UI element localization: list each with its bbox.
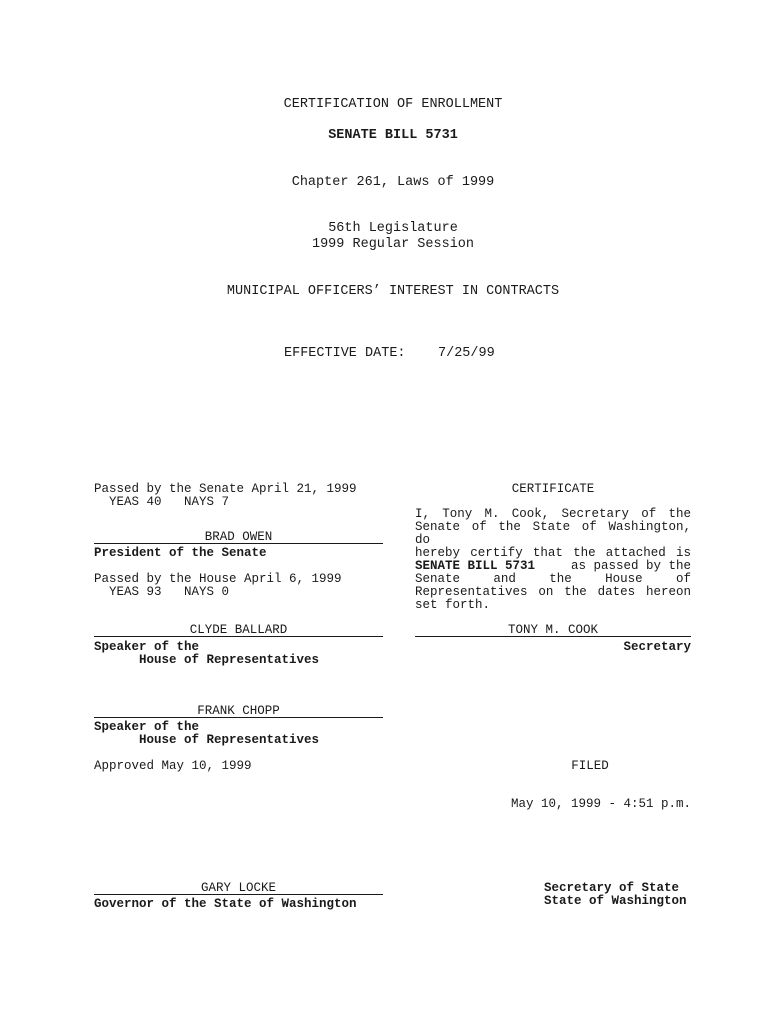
effective-date-label: EFFECTIVE DATE: (284, 346, 406, 361)
house-speaker2-name: FRANK CHOPP (197, 704, 280, 718)
state-of-washington: State of Washington (544, 894, 687, 908)
certificate-line: Senate and the House of (415, 572, 691, 586)
senate-passed: Passed by the Senate April 21, 1999 (94, 482, 357, 496)
house-passed: Passed by the House April 6, 1999 (94, 572, 342, 586)
house-speaker1-title-2: House of Representatives (139, 653, 320, 667)
senate-signature-line (94, 543, 383, 544)
secretary-name: TONY M. COOK (507, 623, 598, 637)
certificate-text (415, 508, 691, 612)
certificate-line: hereby certify that the attached is (415, 546, 691, 560)
chapter-law: Chapter 261, Laws of 1999 (291, 175, 495, 190)
secretary-of-state: Secretary of State (544, 881, 680, 895)
house-speaker1-name: CLYDE BALLARD (189, 623, 288, 637)
bill-number: SENATE BILL 5731 (328, 128, 458, 143)
senate-signer-title: President of the Senate (94, 546, 267, 560)
certificate-heading: CERTIFICATE (511, 482, 595, 496)
certification-title: CERTIFICATION OF ENROLLMENT (283, 97, 503, 112)
filed-date: May 10, 1999 - 4:51 p.m. (510, 797, 691, 811)
legislature: 56th Legislature (328, 221, 458, 236)
secretary-title: Secretary (623, 640, 691, 654)
approval-date: Approved May 10, 1999 (94, 759, 252, 773)
certificate-line: I, Tony M. Cook, Secretary of the (415, 507, 691, 521)
governor-signature-line (94, 894, 383, 895)
certificate-line: Representatives on the dates hereon (415, 585, 691, 599)
certificate-line: Senate of the State of Washington, do (415, 520, 691, 547)
house-speaker1-signature-line (94, 636, 383, 637)
certificate-line: set forth. (415, 598, 491, 612)
house-nays: NAYS 0 (184, 585, 230, 599)
senate-signer-name: BRAD OWEN (204, 530, 273, 544)
bill-subject: MUNICIPAL OFFICERS’ INTEREST IN CONTRACTS (226, 284, 560, 299)
house-speaker2-title-1: Speaker of the (94, 720, 200, 734)
house-speaker2-title-2: House of Representatives (139, 733, 320, 747)
certificate-line-rest: as passed by the (570, 559, 691, 573)
house-speaker1-title-1: Speaker of the (94, 640, 200, 654)
house-yeas: YEAS 93 (109, 585, 162, 599)
certificate-bill-number: SENATE BILL 5731 (415, 559, 536, 573)
effective-date: 7/25/99 (438, 346, 495, 361)
session: 1999 Regular Session (311, 237, 475, 252)
governor-title: Governor of the State of Washington (94, 897, 357, 911)
senate-yeas: YEAS 40 (109, 495, 162, 509)
house-speaker2-signature-line (94, 717, 383, 718)
governor-name: GARY LOCKE (200, 881, 276, 895)
secretary-signature-line (415, 636, 691, 637)
senate-nays: NAYS 7 (184, 495, 230, 509)
filed-label: FILED (571, 759, 609, 773)
